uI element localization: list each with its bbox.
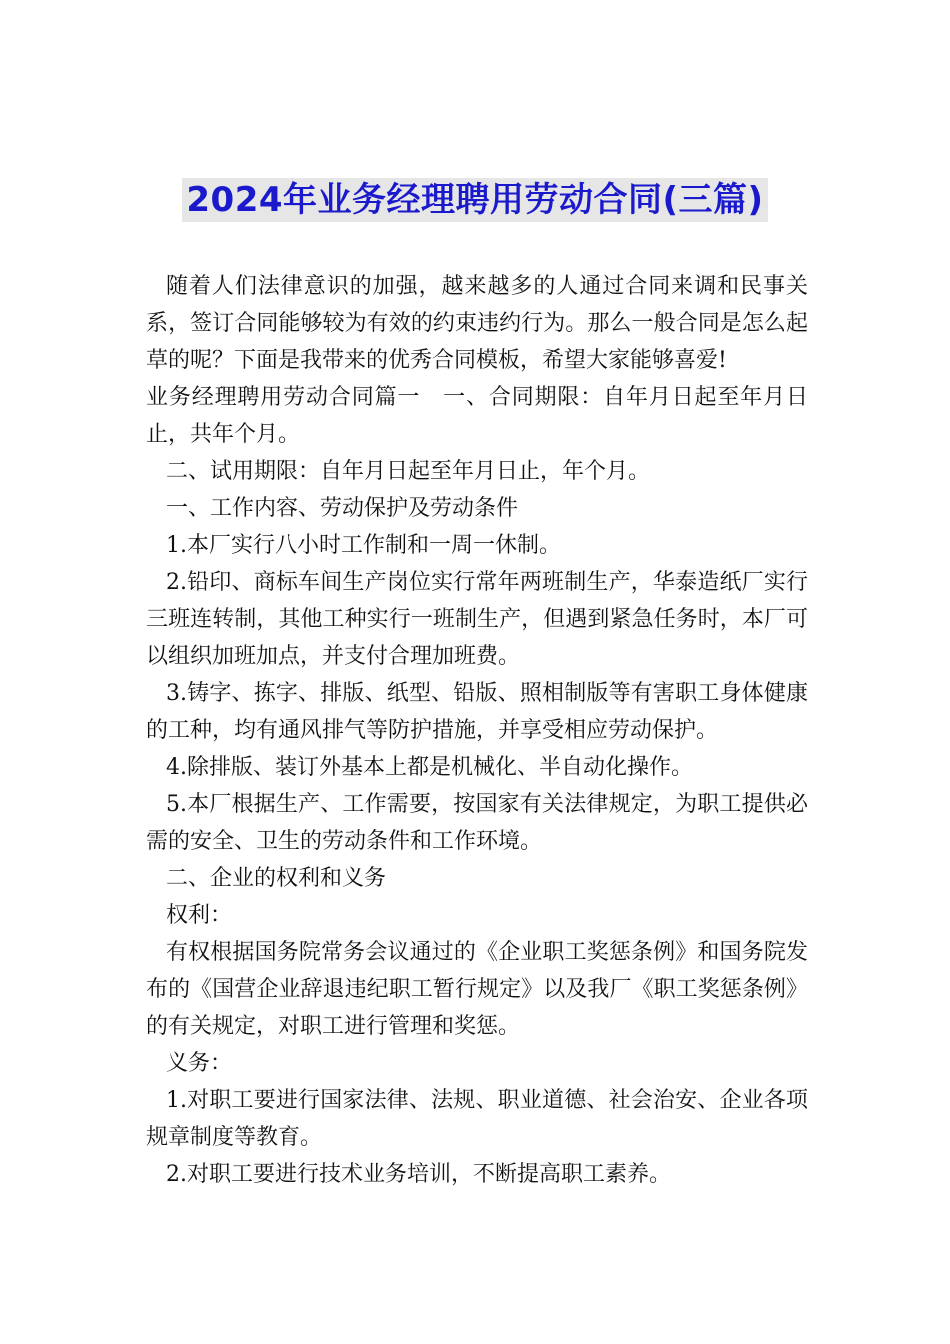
probation-paragraph: 二、试用期限：自年月日起至年月日止，年个月。 [166,459,651,484]
duty-item-2: 2.对职工要进行技术业务培训，不断提高职工素养。 [166,1162,671,1187]
rights-label: 权利： [166,903,233,928]
section-heading-rights: 二、企业的权利和义务 [166,866,387,891]
work-item-3: 3.铸字、拣字、排版、纸型、铅版、照相制版等有害职工身体健康的工种，均有通风排气等防护措施，并享受相应劳动保护。 [146,681,808,743]
work-item-5: 5.本厂根据生产、工作需要，按国家有关法律规定，为职工提供必需的安全、卫生的劳动条件和工作环境。 [146,792,808,854]
work-item-4: 4.除排版、装订外基本上都是机械化、半自动化操作。 [166,755,693,780]
duties-label: 义务： [166,1051,233,1076]
document-body [146,268,808,1193]
document-title: 2024年业务经理聘用劳动合同(三篇) [182,178,767,222]
work-item-2: 2.铅印、商标车间生产岗位实行常年两班制生产，华泰造纸厂实行三班连转制，其他工种实行一班制生产，但遇到紧急任务时，本厂可以组织加班加点，并支付合理加班费。 [146,570,808,669]
work-item-1: 1.本厂实行八小时工作制和一周一休制。 [166,533,561,558]
duty-item-1: 1.对职工要进行国家法律、法规、职业道德、社会治安、企业各项规章制度等教育。 [146,1088,808,1150]
rights-paragraph: 有权根据国务院常务会议通过的《企业职工奖惩条例》和国务院发布的《国营企业辞退违纪职工暂行规定》以及我厂《职工奖惩条例》的有关规定，对职工进行管理和奖惩。 [146,940,808,1039]
title-container [0,178,950,222]
contract-term-paragraph: 业务经理聘用劳动合同篇一 一、合同期限：自年月日起至年月日止，共年个月。 [146,385,808,447]
intro-paragraph: 随着人们法律意识的加强，越来越多的人通过合同来调和民事关系，签订合同能够较为有效的约束违约行为。那么一般合同是怎么起草的呢？下面是我带来的优秀合同模板，希望大家能够喜爱! [146,274,808,373]
section-heading-work: 一、工作内容、劳动保护及劳动条件 [166,496,519,521]
